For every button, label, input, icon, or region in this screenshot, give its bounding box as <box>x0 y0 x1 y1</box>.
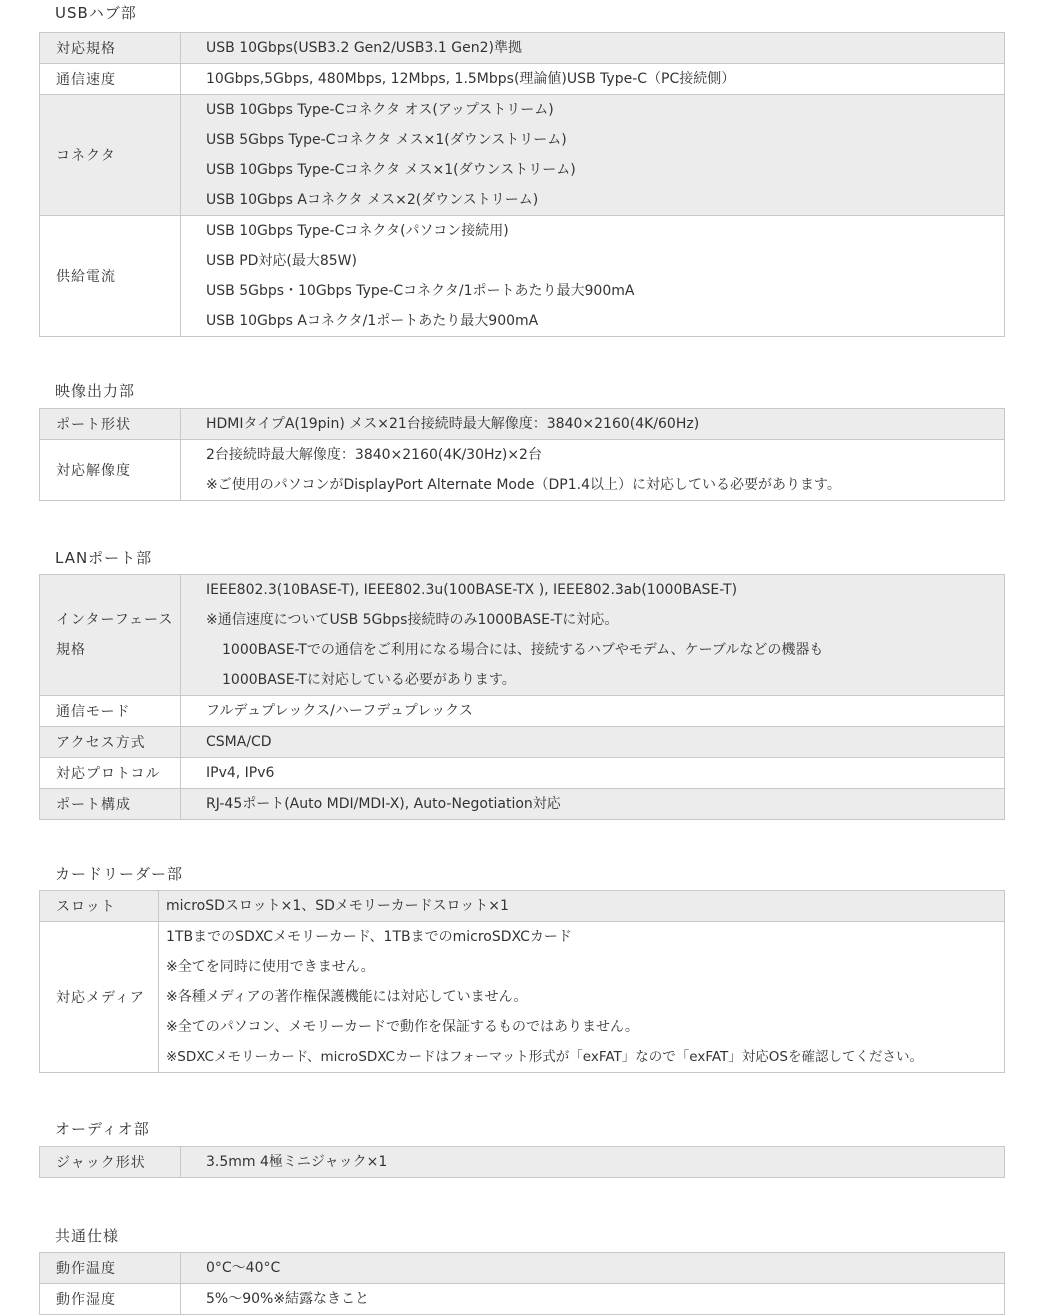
row-value: IEEE802.3(10BASE-T), IEEE802.3u(100BASE-TX ), IEEE802.3ab(1000BASE-T) <box>206 582 738 598</box>
row-value: 1000BASE-Tに対応している必要があります。 <box>222 672 516 688</box>
row-label: インターフェース <box>56 612 174 628</box>
section-title: カードリーダー部 <box>55 865 184 883</box>
table-row <box>40 758 1005 789</box>
section-title: オーディオ部 <box>55 1120 150 1138</box>
row-value: microSDスロット×1、SDメモリーカードスロット×1 <box>166 898 509 914</box>
table-row <box>40 575 1005 696</box>
row-label: 対応メディア <box>40 922 159 1073</box>
table-row <box>40 409 1005 440</box>
spec-table <box>39 574 1005 820</box>
spec-table <box>39 1146 1005 1178</box>
row-value: ※通信速度についてUSB 5Gbps接続時のみ1000BASE-Tに対応。 <box>206 612 619 628</box>
row-value: ※全てを同時に使用できません。 <box>166 959 375 975</box>
row-label: 対応解像度 <box>40 440 181 501</box>
row-label: 動作湿度 <box>40 1284 181 1315</box>
table-row <box>40 440 1005 501</box>
row-label: コネクタ <box>40 95 181 216</box>
row-value: ※各種メディアの著作権保護機能には対応していません。 <box>166 989 528 1005</box>
table-row <box>40 216 1005 337</box>
row-value: ※ご使用のパソコンがDisplayPort Alternate Mode（DP1.4以上）に対応している必要があります。 <box>206 477 841 493</box>
row-value: 1TBまでのSDXCメモリーカード、1TBまでのmicroSDXCカード <box>166 929 572 945</box>
table-row <box>40 891 1005 922</box>
row-label: スロット <box>40 891 159 922</box>
table-row <box>40 696 1005 727</box>
table-row <box>40 1284 1005 1315</box>
row-value: USB 10Gbps(USB3.2 Gen2/USB3.1 Gen2)準拠 <box>206 40 522 56</box>
section-title: 共通仕様 <box>55 1227 120 1245</box>
row-label: アクセス方式 <box>40 727 181 758</box>
row-value: RJ-45ポート(Auto MDI/MDI-X), Auto-Negotiation対応 <box>206 796 561 812</box>
row-label: 通信モード <box>40 696 181 727</box>
row-value: 1000BASE-Tでの通信をご利用になる場合には、接続するハブやモデム、ケーブルなどの機器も <box>222 642 824 658</box>
row-label: ポート形状 <box>40 409 181 440</box>
row-value: CSMA/CD <box>206 734 272 750</box>
row-label: 動作温度 <box>40 1253 181 1284</box>
section-title: 映像出力部 <box>55 382 136 400</box>
table-row <box>40 1253 1005 1284</box>
row-value: ※全てのパソコン、メモリーカードで動作を保証するものではありません。 <box>166 1019 639 1035</box>
row-value: USB 10Gbps Aコネクタ メス×2(ダウンストリーム) <box>206 192 539 208</box>
row-value: 0°C〜40°C <box>206 1260 281 1276</box>
table-row <box>40 922 1005 1073</box>
row-label: 対応規格 <box>40 33 181 64</box>
spec-table <box>39 890 1005 1073</box>
spec-table <box>39 1252 1005 1315</box>
row-label: ポート構成 <box>40 789 181 820</box>
row-value: 10Gbps,5Gbps, 480Mbps, 12Mbps, 1.5Mbps(理論値)USB Type-C（PC接続側） <box>206 71 736 87</box>
row-value: USB 10Gbps Type-Cコネクタ メス×1(ダウンストリーム) <box>206 162 576 178</box>
table-row <box>40 1147 1005 1178</box>
spec-table <box>39 408 1005 501</box>
table-row <box>40 789 1005 820</box>
row-value: USB 5Gbps・10Gbps Type-Cコネクタ/1ポートあたり最大900mA <box>206 283 635 299</box>
row-value: 5%〜90%※結露なきこと <box>206 1291 370 1307</box>
row-value: USB 10Gbps Type-Cコネクタ オス(アップストリーム) <box>206 102 554 118</box>
row-value: HDMIタイプA(19pin) メス×21台接続時最大解像度：3840×2160(4K/60Hz) <box>206 416 700 432</box>
section-title: LANポート部 <box>55 549 153 567</box>
section-title: USBハブ部 <box>55 4 137 22</box>
row-label: 供給電流 <box>40 216 181 337</box>
table-row <box>40 33 1005 64</box>
table-row <box>40 95 1005 216</box>
row-label: 規格 <box>56 642 86 658</box>
row-value: USB PD対応(最大85W) <box>206 253 357 269</box>
row-value: 3.5mm 4極ミニジャック×1 <box>206 1154 388 1170</box>
row-value: ※SDXCメモリーカード、microSDXCカードはフォーマット形式が「exFAT」なので「exFAT」対応OSを確認してください。 <box>166 1049 923 1065</box>
row-label: 通信速度 <box>40 64 181 95</box>
row-value: USB 10Gbps Type-Cコネクタ(パソコン接続用) <box>206 223 509 239</box>
row-value: USB 10Gbps Aコネクタ/1ポートあたり最大900mA <box>206 313 539 329</box>
spec-table <box>39 32 1005 337</box>
row-value: USB 5Gbps Type-Cコネクタ メス×1(ダウンストリーム) <box>206 132 567 148</box>
row-label: ジャック形状 <box>40 1147 181 1178</box>
row-value: 2台接続時最大解像度：3840×2160(4K/30Hz)×2台 <box>206 447 542 463</box>
row-value: フルデュプレックス/ハーフデュプレックス <box>206 703 473 719</box>
table-row <box>40 64 1005 95</box>
row-label: 対応プロトコル <box>40 758 181 789</box>
row-value: IPv4, IPv6 <box>206 765 275 781</box>
table-row <box>40 727 1005 758</box>
